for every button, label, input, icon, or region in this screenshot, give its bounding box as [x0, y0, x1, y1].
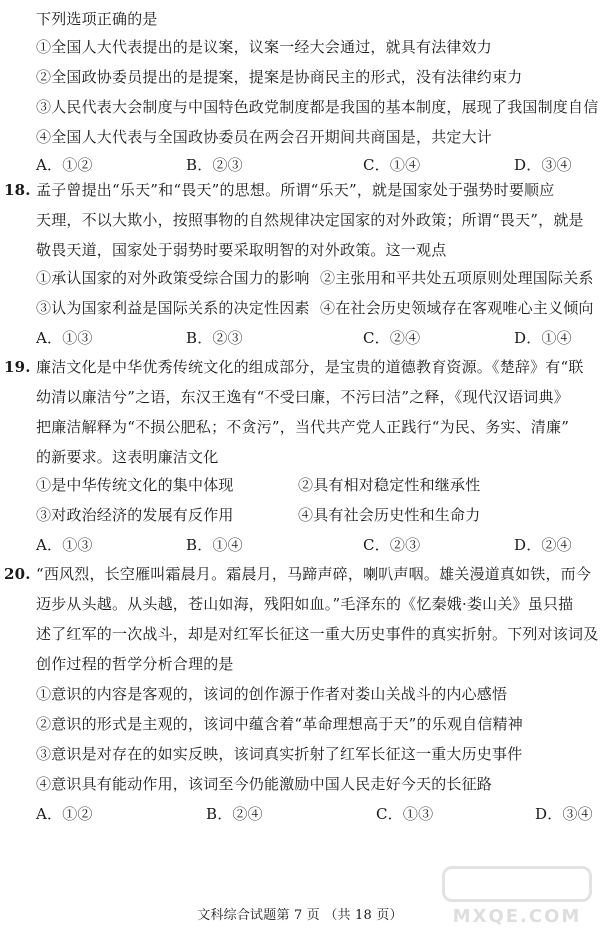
q19-stem-line-2: 幼清以廉洁兮”之语，东汉王逸有“不受曰廉，不污曰洁”之释，《现代汉语词典》 [36, 388, 569, 406]
q18-item-4: ④在社会历史领域存在客观唯心主义倾向 [320, 299, 594, 317]
q18-option-a[interactable]: A．①③ [36, 329, 93, 347]
q18-stem-line-1: 孟子曾提出“乐天”和“畏天”的思想。所谓“乐天”，就是国家处于强势时要顺应 [36, 181, 555, 199]
q17-option-d[interactable]: D．③④ [514, 156, 572, 174]
q19-stem-line-1: 廉洁文化是中华优秀传统文化的组成部分，是宝贵的道德教育资源。《楚辞》有“联 [36, 358, 584, 376]
q19-stem-line-4: 的新要求。这表明廉洁文化 [36, 448, 219, 466]
q19-item-2: ②具有相对稳定性和继承性 [298, 476, 481, 494]
q19-item-4: ④具有社会历史性和生命力 [298, 506, 481, 524]
q19-option-c[interactable]: C．②③ [363, 536, 421, 554]
q17-stem: 下列选项正确的是 [36, 10, 158, 28]
q20-option-c[interactable]: C．①③ [376, 805, 434, 823]
q20-stem-line-2: 迈步从头越。从头越，苍山如海，残阳如血。”毛泽东的《忆秦娥·娄山关》虽只描 [36, 595, 574, 613]
q20-option-a[interactable]: A．①② [36, 805, 93, 823]
q17-item-3: ③人民代表大会制度与中国特色政党制度都是我国的基本制度，展现了我国制度自信 [36, 98, 599, 116]
q18-option-d[interactable]: D．①④ [514, 329, 572, 347]
q19-option-d[interactable]: D．②④ [514, 536, 572, 554]
q17-option-c[interactable]: C．①④ [363, 156, 421, 174]
q18-stem-line-2: 天理，不以大欺小，按照事物的自然规律决定国家的对外政策；所谓“畏天”，就是 [36, 211, 584, 229]
q20-stem-line-1: “西风烈，长空雁叫霜晨月。霜晨月，马蹄声碎，喇叭声咽。雄关漫道真如铁，而今 [36, 565, 592, 583]
q19-stem-line-3: 把廉洁解释为“不损公肥私；不贪污”，当代共产党人正践行“为民、务实、清廉” [36, 418, 570, 436]
q20-option-d[interactable]: D．③④ [535, 805, 593, 823]
q17-item-2: ②全国政协委员提出的是提案，提案是协商民主的形式，没有法律约束力 [36, 68, 523, 86]
q19-item-3: ③对政治经济的发展有反作用 [36, 506, 234, 524]
page-footer: 文科综合试题第 7 页 （共 18 页） [197, 908, 403, 923]
q17-option-b[interactable]: B．②③ [186, 156, 243, 174]
q20-item-1: ①意识的内容是客观的，该词的创作源于作者对娄山关战斗的内心感悟 [36, 685, 508, 703]
q20-number: 20. [4, 565, 31, 583]
q18-item-3: ③认为国家利益是国际关系的决定性因素 [36, 299, 310, 317]
q18-option-b[interactable]: B．②③ [186, 329, 243, 347]
q19-item-1: ①是中华传统文化的集中体现 [36, 476, 234, 494]
q18-stem-line-3: 敬畏天道，国家处于弱势时要采取明智的对外政策。这一观点 [36, 241, 447, 259]
q20-stem-line-4: 创作过程的哲学分析合理的是 [36, 655, 234, 673]
q20-item-4: ④意识具有能动作用，该词至今仍能激励中国人民走好今天的长征路 [36, 775, 493, 793]
watermark-badge-icon [442, 866, 592, 902]
watermark-logo [442, 866, 592, 928]
q18-item-1: ①承认国家的对外政策受综合国力的影响 [36, 269, 310, 287]
q18-number: 18. [4, 181, 31, 199]
q19-number: 19. [4, 358, 31, 376]
q20-option-b[interactable]: B．②④ [206, 805, 263, 823]
q17-option-a[interactable]: A．①② [36, 156, 93, 174]
q17-item-1: ①全国人大代表提出的是议案，议案一经大会通过，就具有法律效力 [36, 38, 493, 56]
q18-item-2: ②主张用和平共处五项原则处理国际关系 [320, 269, 594, 287]
q20-item-3: ③意识是对存在的如实反映，该词真实折射了红军长征这一重大历史事件 [36, 745, 523, 763]
q20-stem-line-3: 述了红军的一次战斗，却是对红军长征这一重大历史事件的真实折射。下列对该词及 [36, 625, 599, 643]
q19-option-a[interactable]: A．①③ [36, 536, 93, 554]
q18-option-c[interactable]: C．②④ [363, 329, 421, 347]
q20-item-2: ②意识的形式是主观的，该词中蕴含着“革命理想高于天”的乐观自信精神 [36, 715, 523, 733]
q17-item-4: ④全国人大代表与全国政协委员在两会召开期间共商国是，共定大计 [36, 128, 493, 146]
q19-option-b[interactable]: B．①④ [186, 536, 243, 554]
watermark-text: MXQE.COM [452, 906, 582, 927]
